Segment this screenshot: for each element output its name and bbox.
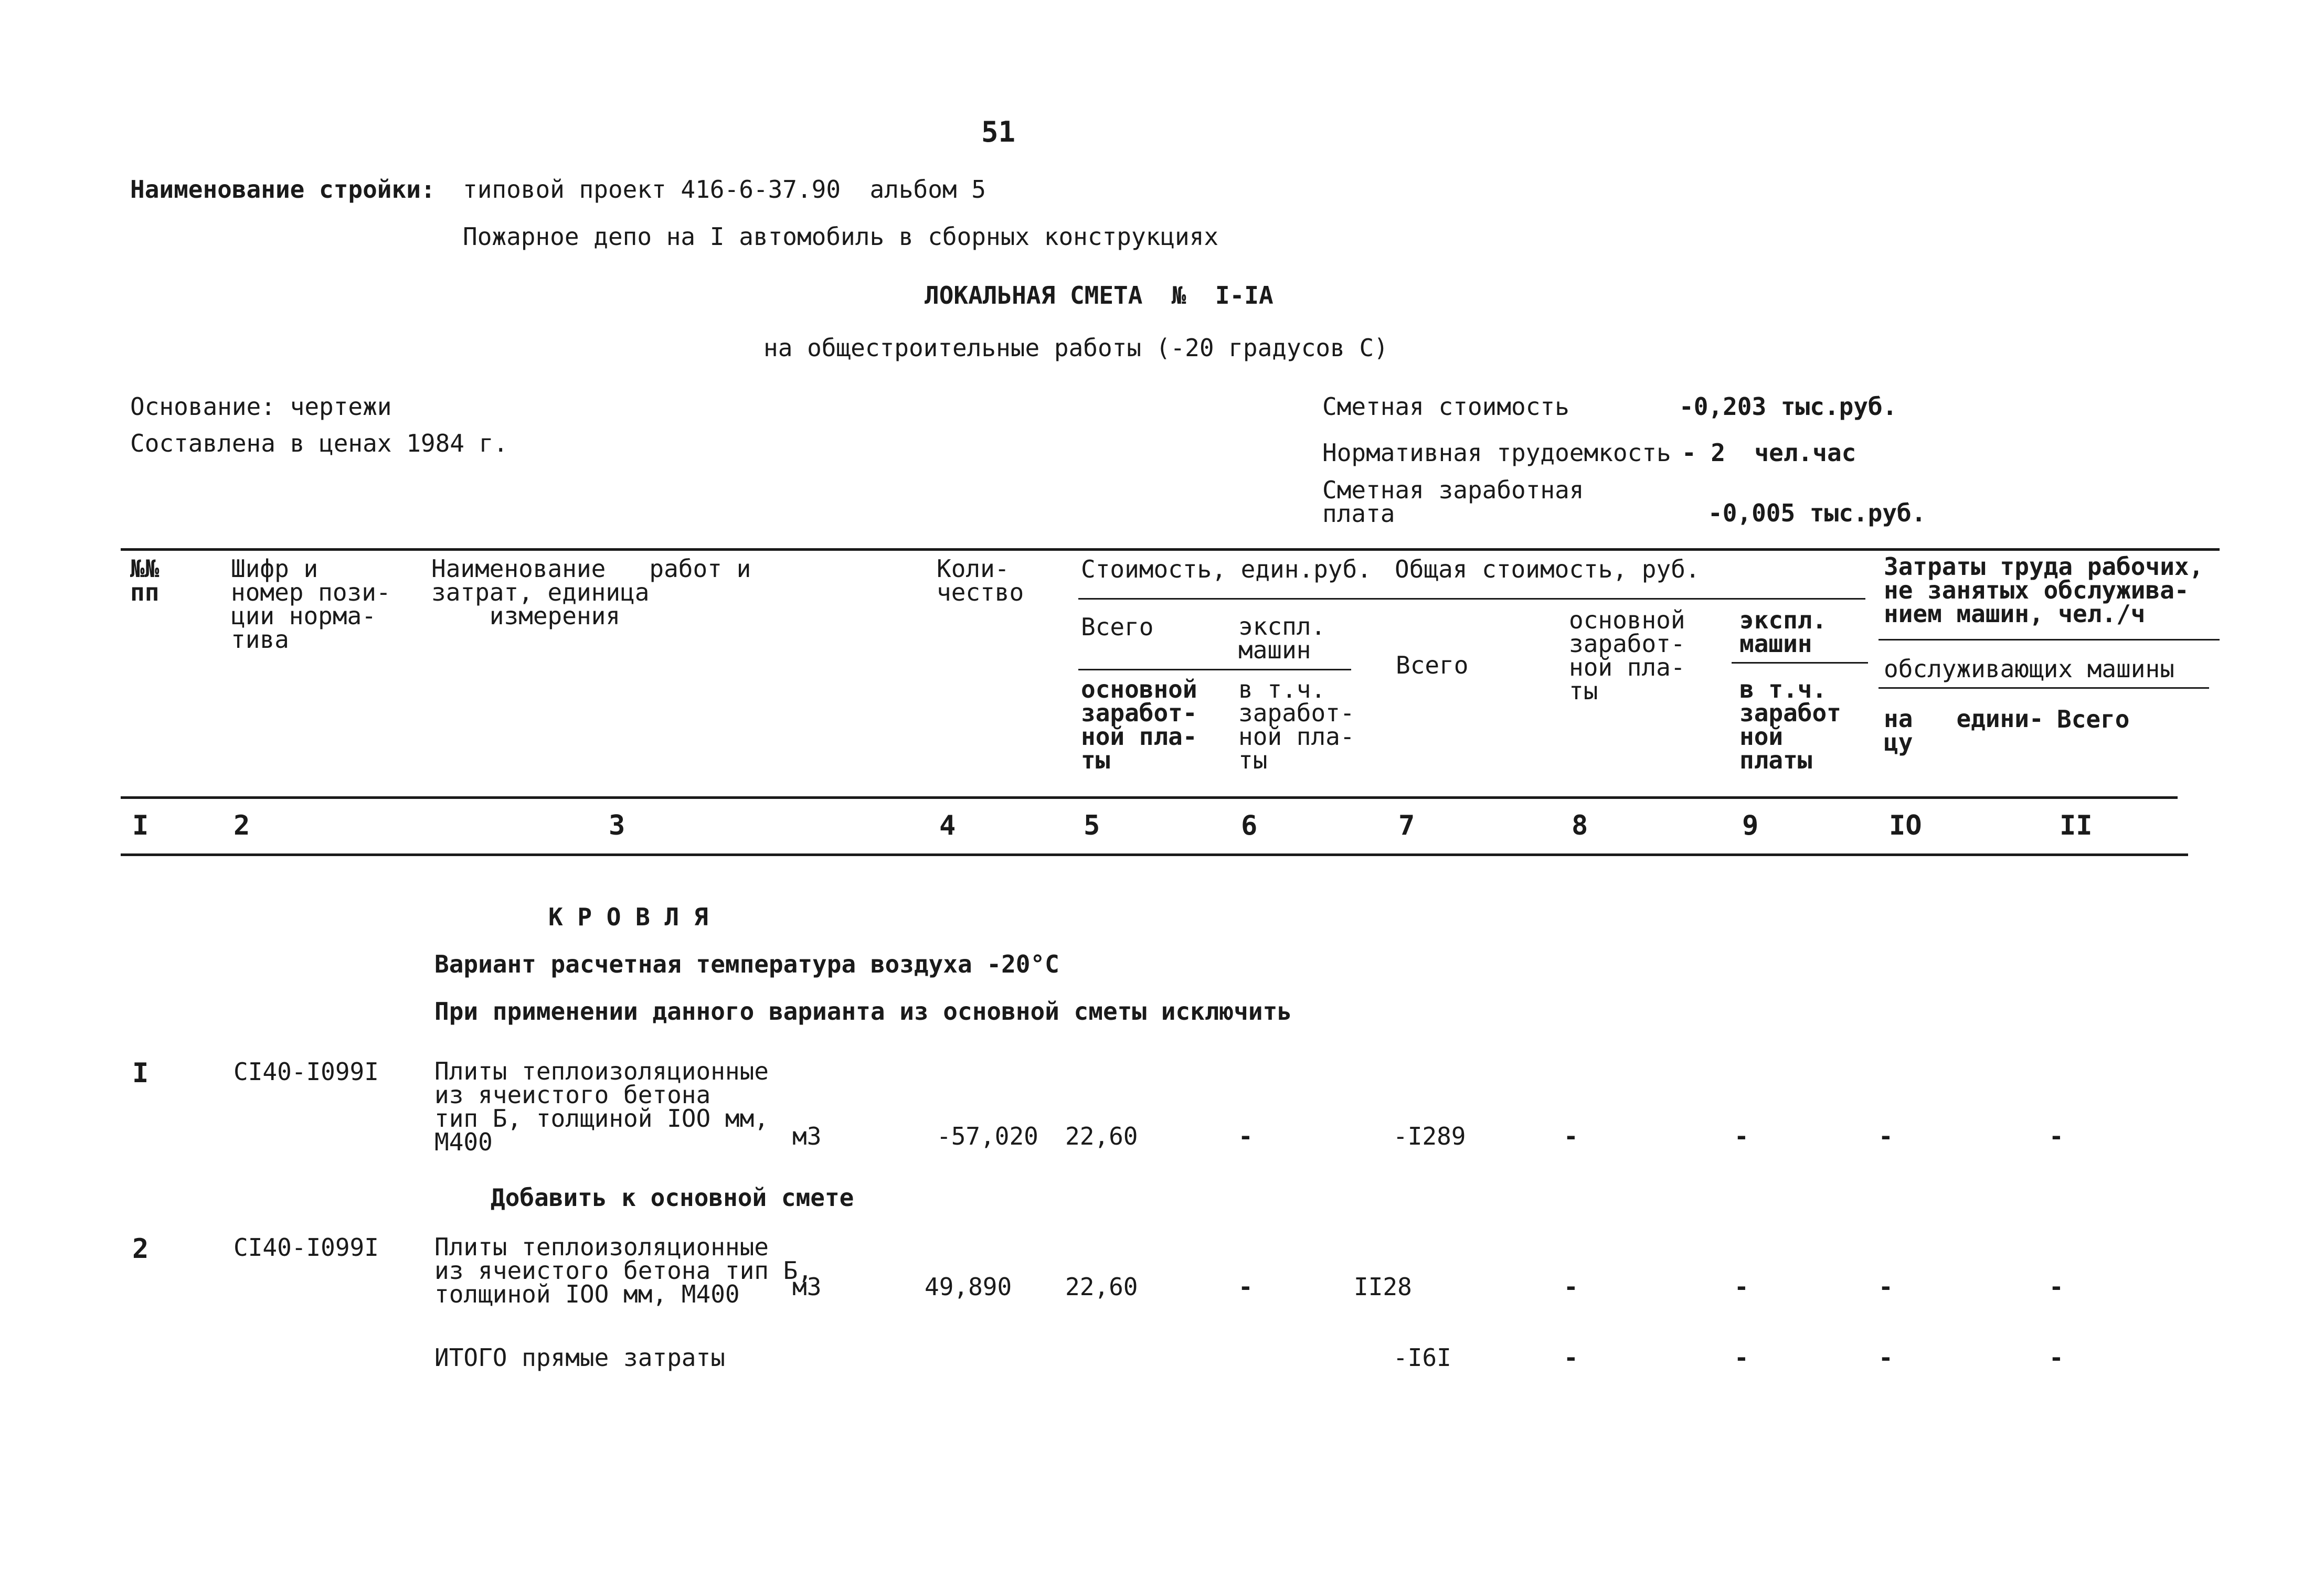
construction-label: Наименование стройки:	[130, 175, 436, 204]
section-variant: Вариант расчетная температура воздуха -20°С	[434, 950, 1059, 978]
column-number: 6	[1241, 810, 1258, 841]
column-number: 9	[1742, 810, 1759, 841]
row-unit-price: 22,60	[1065, 1273, 1138, 1301]
header-col9-bottom: в т.ч. заработ ной платы	[1739, 675, 1841, 775]
page-number: 51	[981, 115, 1016, 148]
summary-wage-label: Сметная заработная плата	[1322, 476, 1584, 528]
header-col5-bottom: основной заработ- ной пла- ты	[1081, 675, 1197, 775]
row-col11: -	[2049, 1273, 2064, 1301]
header-col9-top: экспл. машин	[1739, 606, 1827, 658]
row-col6: -	[1238, 1122, 1253, 1150]
total-label: ИТОГО прямые затраты	[434, 1343, 725, 1372]
header-col5-top: Всего	[1081, 613, 1154, 641]
column-numbers-rule	[121, 853, 2188, 856]
row-total: -I289	[1393, 1122, 1466, 1150]
row-name: Плиты теплоизоляционные из ячеистого бетона тип Б, толщиной IOO мм, М400	[434, 1233, 813, 1309]
column-number: I	[132, 810, 149, 841]
column-number: 3	[609, 810, 625, 841]
summary-labor-value: - 2 чел.час	[1682, 439, 1856, 467]
row-col9: -	[1734, 1273, 1749, 1301]
row-quantity: 49,890	[925, 1273, 1012, 1301]
row-col8: -	[1564, 1273, 1578, 1301]
cost-group-rule	[1078, 598, 1865, 600]
header-total-cost: Общая стоимость, руб.	[1395, 555, 1700, 583]
header-col-name: Наименование работ и затрат, единица измерения	[431, 554, 751, 631]
row-col10: -	[1879, 1122, 1893, 1150]
basis-line: Основание: чертежи	[130, 392, 392, 421]
total-value: -I6I	[1393, 1343, 1451, 1372]
machines-sub-rule	[1732, 662, 1868, 664]
estimate-subtitle: на общестроительные работы (-20 градусов С)	[763, 334, 1388, 362]
header-col-number: №№ пп	[130, 554, 160, 607]
row-col6: -	[1238, 1273, 1253, 1301]
row-total: II28	[1354, 1273, 1412, 1301]
header-col11: Всего	[2057, 705, 2130, 733]
total-col11: -	[2049, 1343, 2064, 1372]
column-number: 7	[1398, 810, 1415, 841]
construction-description: Пожарное депо на I автомобиль в сборных конструкциях	[463, 222, 1219, 251]
column-number: II	[2060, 810, 2093, 841]
header-unit-cost: Стоимость, един.руб.	[1081, 555, 1372, 583]
row-col11: -	[2049, 1122, 2064, 1150]
column-number: 4	[939, 810, 956, 841]
header-labor-sub: обслуживающих машины	[1884, 655, 2174, 683]
section-note: При применении данного варианта из основной сметы исключить	[434, 997, 1292, 1026]
row-col10: -	[1879, 1273, 1893, 1301]
row-quantity: -57,020	[937, 1122, 1038, 1150]
total-col8: -	[1564, 1343, 1578, 1372]
add-note: Добавить к основной смете	[491, 1183, 854, 1212]
summary-wage-value: -0,005 тыс.руб.	[1708, 499, 1926, 527]
prices-line: Составлена в ценах 1984 г.	[130, 429, 508, 457]
header-col8: основной заработ- ной пла- ты	[1569, 606, 1685, 706]
labor-group-rule	[1879, 639, 2220, 640]
column-number: IO	[1889, 810, 1922, 841]
column-number: 5	[1084, 810, 1100, 841]
column-number: 8	[1572, 810, 1588, 841]
row-col8: -	[1564, 1122, 1578, 1150]
row-number: I	[132, 1058, 149, 1089]
summary-labor-label: Нормативная трудоемкость	[1322, 439, 1671, 467]
total-col9: -	[1734, 1343, 1749, 1372]
header-labor: Затраты труда рабочих, не занятых обслужива- нием машин, чел./ч	[1884, 552, 2204, 628]
estimate-title: ЛОКАЛЬНАЯ СМЕТА № I-IA	[925, 281, 1274, 309]
row-name: Плиты теплоизоляционные из ячеистого бетона тип Б, толщиной IOO мм, М400	[434, 1057, 769, 1157]
header-col6-bottom: в т.ч. заработ- ной пла- ты	[1238, 675, 1355, 775]
row-unit: м3	[792, 1273, 822, 1301]
row-code: CI40-I099I	[234, 1233, 379, 1262]
machines-service-rule	[1879, 687, 2209, 689]
construction-value: типовой проект 416-6-37.90 альбом 5	[463, 175, 986, 204]
header-col-code: Шифр и номер пози- ции норма- тива	[231, 554, 391, 654]
summary-cost-label: Сметная стоимость	[1322, 392, 1569, 421]
column-number: 2	[234, 810, 250, 841]
section-title: К Р О В Л Я	[548, 903, 708, 931]
row-code: CI40-I099I	[234, 1058, 379, 1086]
total-col10: -	[1879, 1343, 1893, 1372]
row-number: 2	[132, 1233, 149, 1265]
row-unit: м3	[792, 1122, 822, 1150]
header-col6-top: экспл. машин	[1238, 612, 1326, 665]
summary-cost-value: -0,203 тыс.руб.	[1679, 392, 1897, 421]
row-col9: -	[1734, 1122, 1749, 1150]
table-top-rule	[121, 548, 2220, 551]
header-col-quantity: Коли- чество	[937, 554, 1024, 607]
unit-cost-sub-rule	[1078, 669, 1351, 670]
table-header-bottom-rule	[121, 796, 2178, 799]
header-col10: на едини- цу	[1884, 704, 2044, 757]
header-col7: Всего	[1396, 651, 1469, 679]
row-unit-price: 22,60	[1065, 1122, 1138, 1150]
